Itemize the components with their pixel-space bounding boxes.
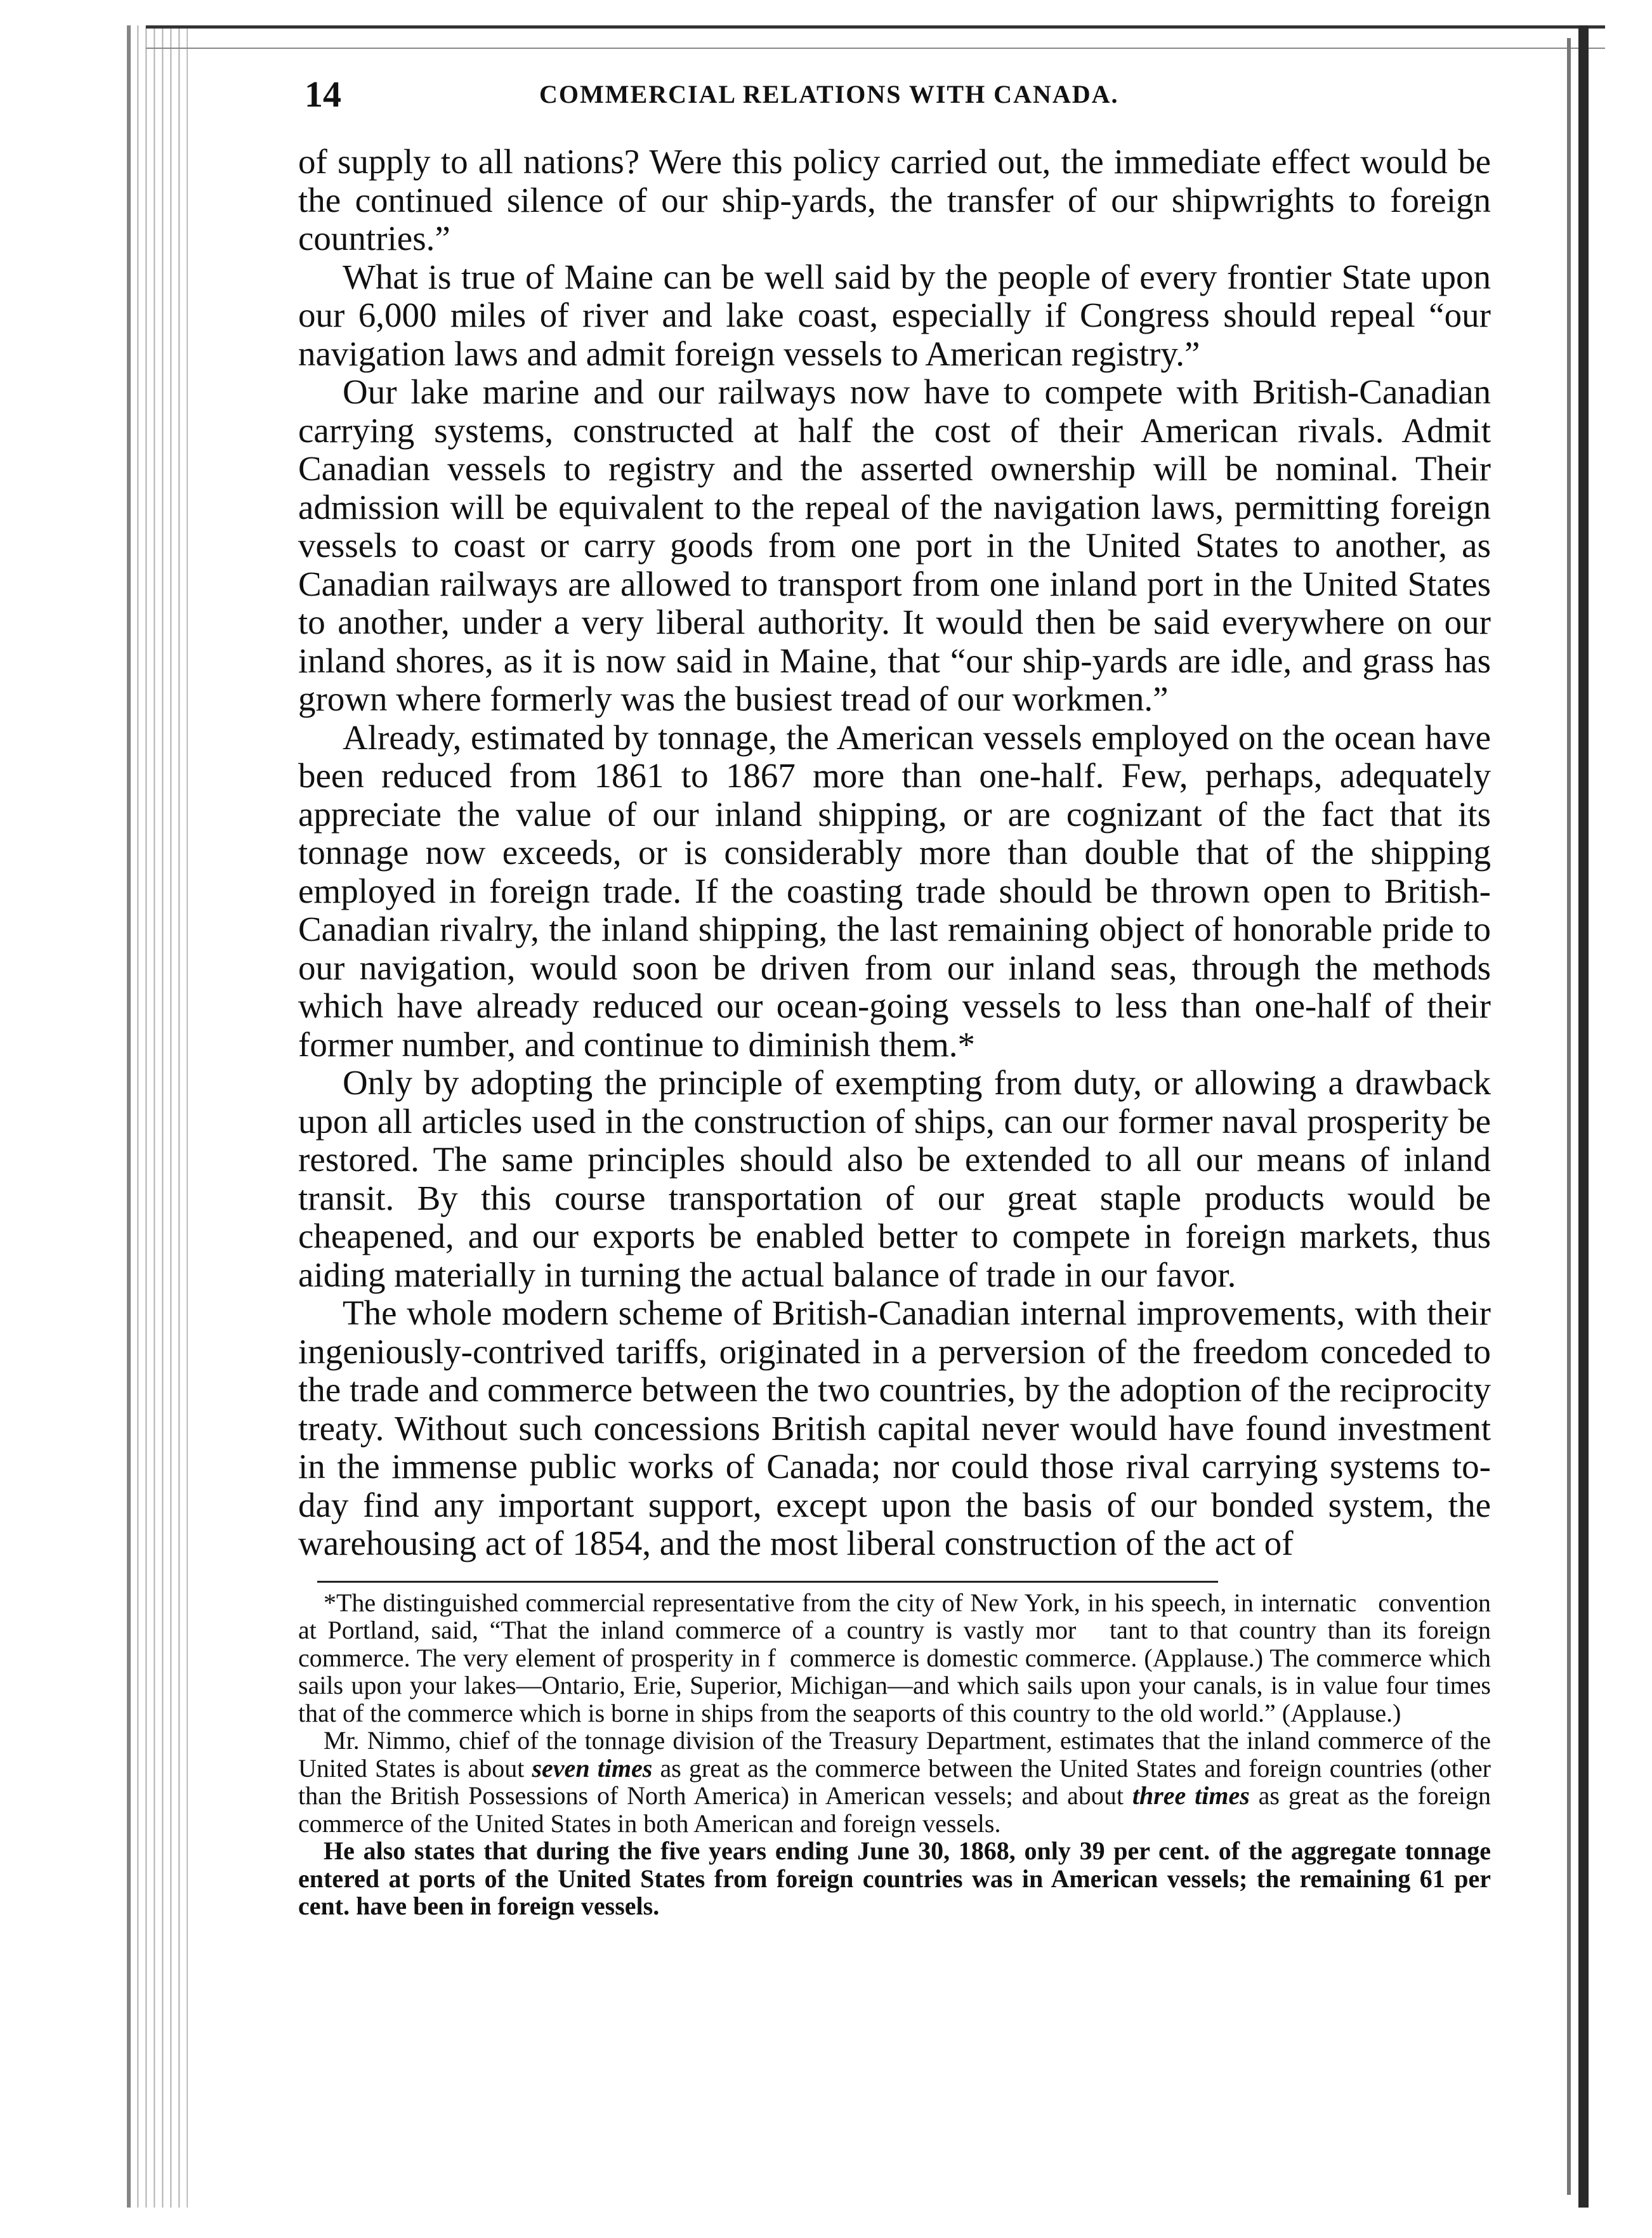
page-number: 14 [305,74,341,115]
document-page [298,67,1491,2160]
footnote-2 [298,1727,1491,1837]
running-head [298,67,1491,143]
book-page-edges [127,25,188,2208]
running-title: COMMERCIAL RELATIONS WITH CANADA. [539,80,1119,108]
paragraph-3: Our lake marine and our railways now have to compete with British-Canadian carrying systems, constructed at half the cost of their American rivals. Admit Canadian vessels to registry and the asserted ownership will be nominal. Their admission will be equivalent to the repeal of the navigation laws, permitting foreign vessels to coast or carry goods from one port in the United States to another, as Canadian railways are allowed to transport from one inland port in the United States to another, under a very liberal authority. It would then be said everywhere on our inland shores, as it is now said in Maine, that “our ship-yards are idle, and grass has grown where formerly was the busiest tread of our workmen.” [298,372,1491,718]
footnote-3: He also states that during the five years ending June 30, 1868, only 39 per cent. of the aggregate tonnage entered at ports of the United States from foreign countries was in American vessels; the remaining 61 per cent. have been in foreign vessels. [298,1836,1491,1920]
footnote-2-text-b: as great as the commerce between the United States and foreign countries (other than the British Possessions of North America) in American vessels; and about [298,1753,1491,1810]
footnote-2-emphasis-three: three times [1132,1781,1250,1810]
paragraph-6: The whole modern scheme of British-Canadian internal improvements, with their ingeniously-contrived tariffs, originated in a perversion of the freedom conceded to the trade and commerce between the two countries, by the adoption of the reciprocity treaty. Without such concessions British capital never would have found investment in the immense public works of Canada; nor could those rival carrying systems to-day find any important support, except upon the basis of our bonded system, the warehousing act of 1854, and the most liberal construction of the act of [298,1293,1491,1562]
paragraph-2: What is true of Maine can be well said by the people of every frontier State upon our 6,000 miles of river and lake coast, especially if Congress should repeal “our navigation laws and admit foreign vessels to American registry.” [298,257,1491,373]
paragraph-5: Only by adopting the principle of exempting from duty, or allowing a drawback upon all articles used in the construction of ships, can our former naval prosperity be restored. The same principles should also be extended to all our means of inland transit. By this course transportation of our great staple products would be cheapened, and our exports be enabled better to compete in foreign markets, thus aiding materially in turning the actual balance of trade in our favor. [298,1063,1491,1294]
footnote-2-emphasis-seven: seven times [532,1753,653,1783]
paragraph-4: Already, estimated by tonnage, the American vessels employed on the ocean have been reduced from 1861 to 1867 more than one-half. Few, perhaps, adequately appreciate the value of our inland shipping, or are cognizant of the fact that its tonnage now exceeds, or is considerably more than double that of the shipping employed in foreign trade. If the coasting trade should be thrown open to British-Canadian rivalry, the inland shipping, the last remaining object of honorable pride to our navigation, would soon be driven from our inland seas, through the methods which have already reduced our ocean-going vessels to less than one-half of their former number, and continue to diminish them.* [298,717,1491,1064]
book-top-edge [146,25,1605,49]
footnote-2-text-a: Mr. Nimmo, chief of the tonnage division of the Treasury Department, estimates that the inland commerce of the United States is about [298,1726,1491,1783]
book-right-edge-inner [1567,38,1571,2195]
body-text [298,143,1491,1563]
book-right-edge [1578,25,1589,2208]
footnotes [298,1589,1491,1920]
paragraph-1: of supply to all nations? Were this policy carried out, the immediate effect would be the continued silence of our ship-yards, the transfer of our shipwrights to foreign countries.” [298,142,1491,258]
footnote-1: *The distinguished commercial representative from the city of New York, in his speech, in internatic convention at Portland, said, “That the inland commerce of a country is vastly mor tant to that country than its foreign commerce. The very element of prosperity in f commerce is domestic commerce. (Applause.) The commerce which sails upon your lakes—Ontario, Erie, Superior, Michigan—and which sails upon your canals, is in value four times that of the commerce which is borne in ships from the seaports of this country to the old world.” (Applause.) [298,1588,1491,1727]
footnote-rule [317,1581,1218,1583]
footnote-2-text-c: as great as the foreign commerce of the United States in both American and foreign vessels. [298,1781,1491,1838]
